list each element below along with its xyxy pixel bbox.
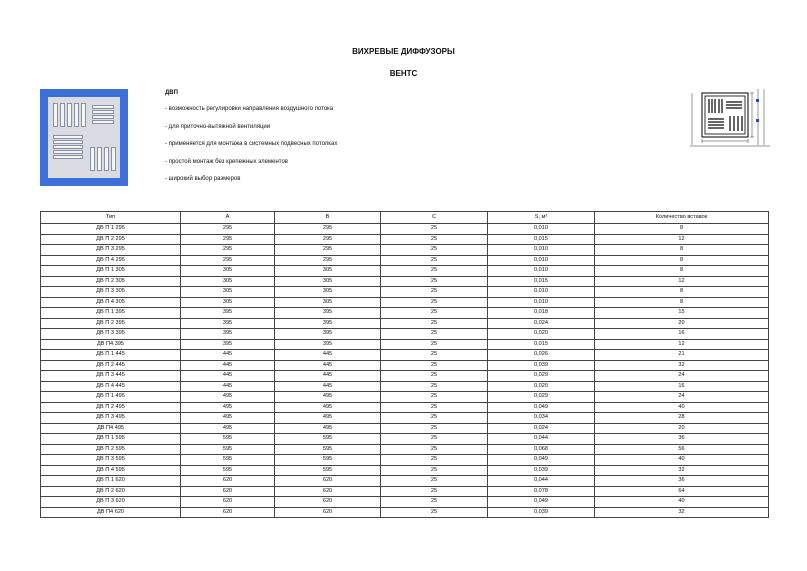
table-cell: 620 xyxy=(181,476,275,487)
table-cell: 12 xyxy=(595,234,769,245)
diffuser-slot xyxy=(92,120,114,124)
table-cell: 16 xyxy=(595,329,769,340)
table-row xyxy=(41,276,769,287)
table-cell: 595 xyxy=(275,465,381,476)
table-cell: 32 xyxy=(595,507,769,518)
column-header: C xyxy=(381,212,488,224)
table-cell: 620 xyxy=(275,486,381,497)
technical-drawing-icon xyxy=(690,89,770,149)
table-cell: 495 xyxy=(275,402,381,413)
diffuser-slot xyxy=(74,103,79,127)
table-cell: 32 xyxy=(595,465,769,476)
table-cell: 0,068 xyxy=(488,444,595,455)
table-cell: 25 xyxy=(381,318,488,329)
table-row xyxy=(41,360,769,371)
table-cell: ДВ П 1 620 xyxy=(41,476,181,487)
table-row xyxy=(41,465,769,476)
table-cell: 620 xyxy=(275,497,381,508)
diffuser-slot xyxy=(104,147,109,171)
table-cell: 595 xyxy=(275,444,381,455)
feature-list xyxy=(165,106,337,194)
table-cell: 445 xyxy=(181,381,275,392)
table-cell: 305 xyxy=(181,276,275,287)
table-cell: 0,020 xyxy=(488,381,595,392)
table-cell: ДВ П 2 305 xyxy=(41,276,181,287)
diffuser-slot xyxy=(53,145,83,149)
feature-item: - простой монтаж без крепежных элементов xyxy=(165,158,288,165)
table-cell: 0,049 xyxy=(488,455,595,466)
table-cell: 0,018 xyxy=(488,308,595,319)
table-cell: ДВ П 3 620 xyxy=(41,497,181,508)
diffuser-slot xyxy=(92,115,114,119)
table-cell: 40 xyxy=(595,455,769,466)
table-cell: 15 xyxy=(595,308,769,319)
table-cell: ДВ П 4 295 xyxy=(41,255,181,266)
table-row xyxy=(41,266,769,277)
column-header: Количество вставок xyxy=(595,212,769,224)
table-cell: 620 xyxy=(181,507,275,518)
table-cell: 25 xyxy=(381,234,488,245)
table-cell: 305 xyxy=(181,297,275,308)
table-cell: 395 xyxy=(275,329,381,340)
table-cell: 0,078 xyxy=(488,486,595,497)
table-cell: 295 xyxy=(181,224,275,235)
table-cell: 0,049 xyxy=(488,402,595,413)
table-cell: 445 xyxy=(275,371,381,382)
table-cell: 305 xyxy=(181,266,275,277)
table-cell: 295 xyxy=(181,255,275,266)
table-row xyxy=(41,423,769,434)
table-cell: ДВ П 2 495 xyxy=(41,402,181,413)
table-row xyxy=(41,234,769,245)
table-cell: 0,049 xyxy=(488,497,595,508)
table-cell: 0,026 xyxy=(488,350,595,361)
table-cell: 8 xyxy=(595,287,769,298)
table-row xyxy=(41,413,769,424)
table-cell: 8 xyxy=(595,297,769,308)
table-cell: 40 xyxy=(595,497,769,508)
table-row xyxy=(41,350,769,361)
table-cell: 445 xyxy=(181,371,275,382)
table-cell: ДВ П4 495 xyxy=(41,423,181,434)
table-cell: 25 xyxy=(381,350,488,361)
table-cell: 295 xyxy=(275,234,381,245)
table-cell: 495 xyxy=(275,423,381,434)
table-cell: 0,010 xyxy=(488,297,595,308)
diffuser-slot xyxy=(97,147,102,171)
table-cell: 395 xyxy=(275,318,381,329)
table-cell: 8 xyxy=(595,266,769,277)
diffuser-slot xyxy=(92,105,114,109)
table-cell: 445 xyxy=(275,360,381,371)
table-cell: 25 xyxy=(381,297,488,308)
table-cell: 32 xyxy=(595,360,769,371)
table-cell: 36 xyxy=(595,476,769,487)
table-cell: 8 xyxy=(595,255,769,266)
table-cell: 25 xyxy=(381,423,488,434)
table-cell: 64 xyxy=(595,486,769,497)
table-cell: 0,044 xyxy=(488,434,595,445)
diffuser-slot xyxy=(53,140,83,144)
diffuser-photo-icon xyxy=(40,89,128,186)
diffuser-slot xyxy=(53,103,58,127)
diffuser-slot xyxy=(90,147,95,171)
table-cell: 25 xyxy=(381,444,488,455)
table-cell: 0,010 xyxy=(488,287,595,298)
column-header: Тип xyxy=(41,212,181,224)
table-cell: ДВ П 1 595 xyxy=(41,434,181,445)
table-cell: ДВ П 1 445 xyxy=(41,350,181,361)
table-cell: 20 xyxy=(595,423,769,434)
table-cell: ДВ П 2 445 xyxy=(41,360,181,371)
feature-item: - для приточно-вытяжной вентиляции xyxy=(165,123,271,130)
table-cell: 0,044 xyxy=(488,476,595,487)
table-cell: 24 xyxy=(595,392,769,403)
table-cell: 16 xyxy=(595,381,769,392)
table-cell: 595 xyxy=(181,444,275,455)
table-cell: 395 xyxy=(275,339,381,350)
table-cell: 25 xyxy=(381,245,488,256)
table-cell: 25 xyxy=(381,255,488,266)
table-cell: 20 xyxy=(595,318,769,329)
column-header: S, м² xyxy=(488,212,595,224)
table-cell: 495 xyxy=(181,413,275,424)
table-cell: 295 xyxy=(275,224,381,235)
table-cell: ДВ П 3 395 xyxy=(41,329,181,340)
table-cell: ДВ П 3 305 xyxy=(41,287,181,298)
table-cell: 24 xyxy=(595,371,769,382)
diffuser-slot xyxy=(111,147,116,171)
table-cell: 25 xyxy=(381,308,488,319)
table-cell: 620 xyxy=(181,497,275,508)
table-row xyxy=(41,476,769,487)
table-cell: 25 xyxy=(381,287,488,298)
table-cell: 445 xyxy=(275,350,381,361)
table-cell: 56 xyxy=(595,444,769,455)
table-cell: 495 xyxy=(181,392,275,403)
table-cell: ДВ П 2 395 xyxy=(41,318,181,329)
table-cell: 595 xyxy=(181,434,275,445)
table-cell: 495 xyxy=(275,392,381,403)
table-cell: 0,010 xyxy=(488,224,595,235)
table-cell: ДВ П 4 305 xyxy=(41,297,181,308)
table-cell: 25 xyxy=(381,476,488,487)
table-cell: 25 xyxy=(381,507,488,518)
table-header-row xyxy=(41,212,769,224)
table-cell: 595 xyxy=(181,455,275,466)
table-cell: 25 xyxy=(381,465,488,476)
product-code: ДВП xyxy=(165,90,178,96)
table-cell: 25 xyxy=(381,339,488,350)
table-cell: ДВ П 1 495 xyxy=(41,392,181,403)
table-row xyxy=(41,507,769,518)
table-cell: 25 xyxy=(381,276,488,287)
table-cell: 0,024 xyxy=(488,318,595,329)
table-cell: ДВ П 4 445 xyxy=(41,381,181,392)
table-cell: 0,015 xyxy=(488,339,595,350)
table-cell: 25 xyxy=(381,455,488,466)
table-cell: 12 xyxy=(595,276,769,287)
table-row xyxy=(41,434,769,445)
table-cell: 445 xyxy=(275,381,381,392)
table-cell: 0,015 xyxy=(488,234,595,245)
table-row xyxy=(41,339,769,350)
table-cell: ДВ П 1 295 xyxy=(41,224,181,235)
table-cell: 0,010 xyxy=(488,266,595,277)
table-cell: 8 xyxy=(595,245,769,256)
table-cell: 295 xyxy=(275,245,381,256)
table-cell: 445 xyxy=(181,350,275,361)
table-row xyxy=(41,329,769,340)
table-cell: ДВ П 3 595 xyxy=(41,455,181,466)
diffuser-slot xyxy=(53,150,83,154)
table-cell: 25 xyxy=(381,497,488,508)
diffuser-slot xyxy=(60,103,65,127)
table-cell: 295 xyxy=(181,245,275,256)
table-cell: 395 xyxy=(181,339,275,350)
table-cell: ДВ П 1 305 xyxy=(41,266,181,277)
table-cell: 0,020 xyxy=(488,329,595,340)
table-cell: 25 xyxy=(381,434,488,445)
table-row xyxy=(41,255,769,266)
table-cell: 395 xyxy=(275,308,381,319)
diffuser-slot xyxy=(81,103,86,127)
table-cell: 25 xyxy=(381,329,488,340)
table-cell: 445 xyxy=(181,360,275,371)
table-cell: 0,039 xyxy=(488,360,595,371)
table-cell: ДВ П 4 595 xyxy=(41,465,181,476)
table-cell: 8 xyxy=(595,224,769,235)
diffuser-slot xyxy=(53,135,83,139)
table-row xyxy=(41,318,769,329)
table-cell: 0,010 xyxy=(488,245,595,256)
table-cell: 0,039 xyxy=(488,507,595,518)
table-row xyxy=(41,402,769,413)
diffuser-spec-table xyxy=(40,211,769,518)
table-cell: 21 xyxy=(595,350,769,361)
diffuser-slot xyxy=(67,103,72,127)
table-row xyxy=(41,308,769,319)
brand-title: ВЕНТС xyxy=(389,69,418,78)
table-cell: 25 xyxy=(381,402,488,413)
column-header: A xyxy=(181,212,275,224)
table-cell: 0,034 xyxy=(488,413,595,424)
table-row xyxy=(41,392,769,403)
table-row xyxy=(41,381,769,392)
feature-item: - возможность регулировки направления воздушного потока xyxy=(165,106,334,112)
table-cell: 295 xyxy=(181,234,275,245)
table-cell: 620 xyxy=(181,486,275,497)
table-row xyxy=(41,444,769,455)
table-cell: 25 xyxy=(381,486,488,497)
table-cell: 0,029 xyxy=(488,371,595,382)
table-cell: 0,024 xyxy=(488,423,595,434)
table-cell: ДВ П 2 620 xyxy=(41,486,181,497)
table-row xyxy=(41,297,769,308)
feature-item: - широкий выбор размеров xyxy=(165,176,241,182)
table-cell: 305 xyxy=(181,287,275,298)
table-cell: ДВ П 3 295 xyxy=(41,245,181,256)
diffuser-slot xyxy=(92,110,114,114)
table-cell: 305 xyxy=(275,297,381,308)
table-cell: 395 xyxy=(181,308,275,319)
table-cell: ДВ П 2 295 xyxy=(41,234,181,245)
table-row xyxy=(41,287,769,298)
table-row xyxy=(41,497,769,508)
table-cell: 25 xyxy=(381,371,488,382)
table-row xyxy=(41,455,769,466)
table-cell: 620 xyxy=(275,507,381,518)
table-cell: 25 xyxy=(381,392,488,403)
table-cell: 305 xyxy=(275,287,381,298)
table-cell: ДВ П4 620 xyxy=(41,507,181,518)
table-cell: 25 xyxy=(381,266,488,277)
table-cell: 25 xyxy=(381,360,488,371)
table-cell: 0,010 xyxy=(488,255,595,266)
feature-item: - применяется для монтажа в системных подвесных потолках xyxy=(165,141,338,147)
table-cell: 495 xyxy=(181,402,275,413)
table-cell: 305 xyxy=(275,276,381,287)
table-cell: 305 xyxy=(275,266,381,277)
table-cell: 36 xyxy=(595,434,769,445)
table-cell: 595 xyxy=(275,434,381,445)
table-cell: 595 xyxy=(275,455,381,466)
table-cell: 395 xyxy=(181,318,275,329)
table-cell: 0,039 xyxy=(488,465,595,476)
table-cell: ДВ П 3 495 xyxy=(41,413,181,424)
table-cell: 0,029 xyxy=(488,392,595,403)
table-cell: 495 xyxy=(181,423,275,434)
table-cell: 25 xyxy=(381,224,488,235)
table-cell: ДВ П 2 595 xyxy=(41,444,181,455)
table-cell: 620 xyxy=(275,476,381,487)
table-cell: 295 xyxy=(275,255,381,266)
table-cell: ДВ П 3 445 xyxy=(41,371,181,382)
column-header: B xyxy=(275,212,381,224)
table-row xyxy=(41,486,769,497)
table-row xyxy=(41,245,769,256)
table-cell: 40 xyxy=(595,402,769,413)
table-row xyxy=(41,224,769,235)
table-cell: 25 xyxy=(381,381,488,392)
table-cell: 495 xyxy=(275,413,381,424)
page-title: ВИХРЕВЫЕ ДИФФУЗОРЫ xyxy=(352,47,455,56)
table-cell: 595 xyxy=(181,465,275,476)
table-cell: 25 xyxy=(381,413,488,424)
table-cell: 395 xyxy=(181,329,275,340)
table-cell: 0,015 xyxy=(488,276,595,287)
table-row xyxy=(41,371,769,382)
diffuser-panel xyxy=(48,97,120,178)
table-cell: 12 xyxy=(595,339,769,350)
diffuser-slot xyxy=(53,155,83,159)
table-cell: 28 xyxy=(595,413,769,424)
table-cell: ДВ П 1 395 xyxy=(41,308,181,319)
table-cell: ДВ П4 395 xyxy=(41,339,181,350)
